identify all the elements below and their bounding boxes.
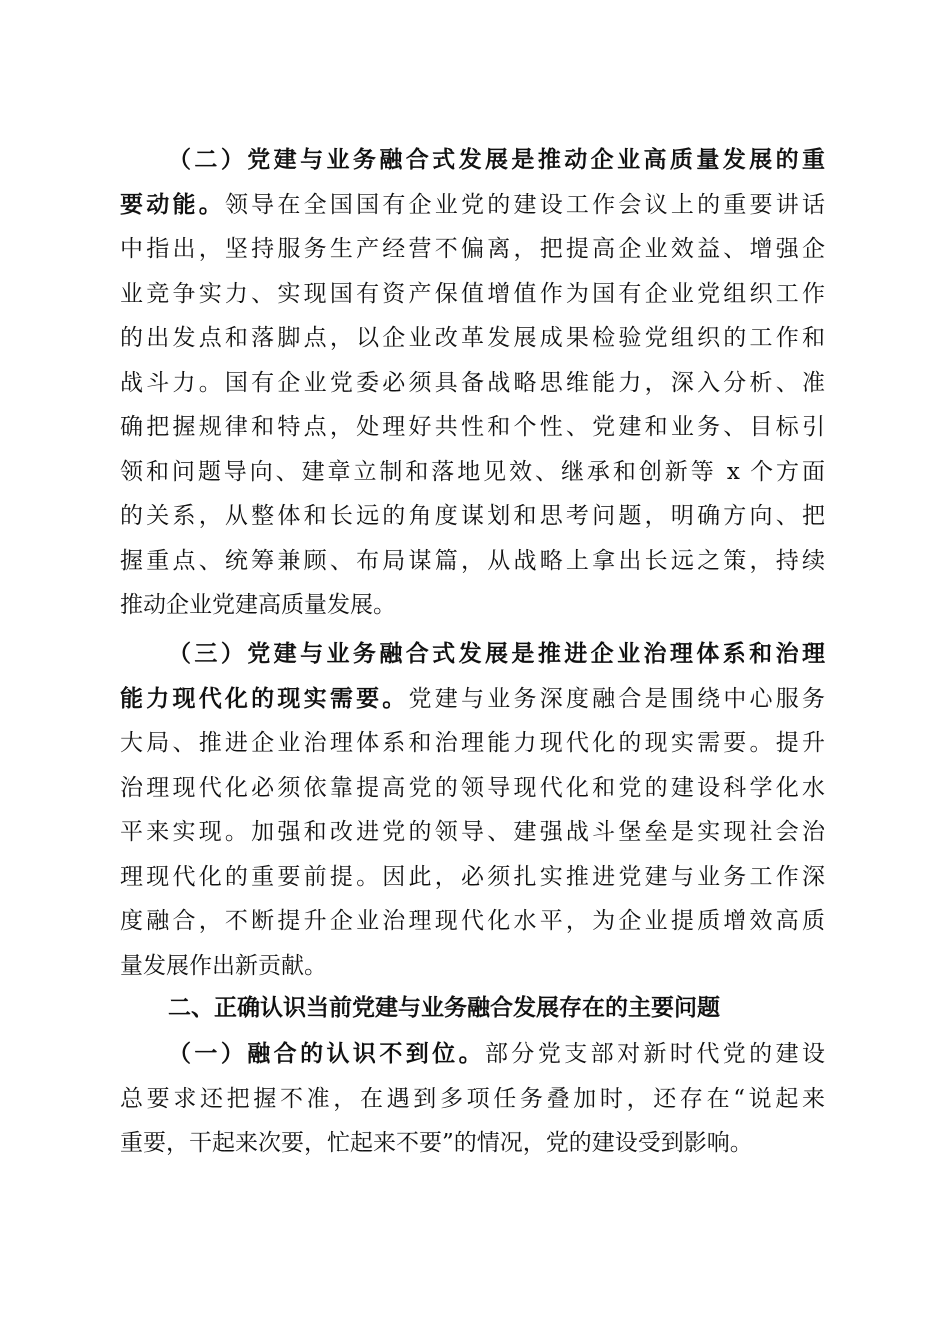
bold-lead-text: 要动能。 [120,190,225,218]
body-text: 的出发点和落脚点，以企业改革发展成果检验党组织的工作和 [120,325,825,351]
text-line [120,1121,825,1166]
body-text: 的关系，从整体和长远的角度谋划和思考问题，明确方向、把 [120,503,825,529]
body-text: 领导在全国国有企业党的建设工作会议上的重要讲话 [224,191,826,218]
text-line [120,1077,825,1122]
text-line [120,361,825,406]
body-text: 总要求还把握不准，在遇到多项任务叠加时，还存在“说起来 [120,1085,825,1112]
text-line [120,721,825,766]
body-text: 中指出，坚持服务生产经营不偏离，把提高企业效益、增强企 [120,236,825,262]
body-text: 党建与业务深度融合是围绕中心服务 [408,685,826,712]
text-line [120,405,825,450]
body-text: 推动企业党建高质量发展。 [120,592,396,618]
text-line [120,855,825,900]
body-text: 治理现代化必须依靠提高党的领导现代化和党的建设科学化水 [120,774,825,801]
text-line [120,316,825,361]
body-text: 部分党支部对新时代党的建设 [485,1041,826,1067]
paragraph-section-3 [120,632,825,988]
heading-text: 二、正确认识当前党建与业务融合发展存在的主要问题 [168,995,720,1021]
text-line [120,494,825,539]
bold-lead-text: （二）党建与业务融合式发展是推动企业高质量发展的重 [168,146,825,173]
body-text: 量发展作出新贡献。 [120,952,327,979]
section-heading-2 [120,986,825,1031]
text-line [120,677,825,722]
body-text: 平来实现。加强和改进党的领导、建强战斗堡垒是实现社会治 [120,819,825,845]
body-text: 理现代化的重要前提。因此，必须扎实推进党建与业务工作深 [120,863,825,890]
text-line [120,227,825,272]
text-line [120,539,825,584]
bold-lead-text: 能力现代化的现实需要。 [120,684,409,712]
body-text: 确把握规律和特点，处理好共性和个性、党建和业务、目标引 [120,414,825,440]
text-line [120,632,825,677]
bold-lead-text: （一）融合的认识不到位。 [168,1040,485,1067]
body-text: 领和问题导向、建章立制和落地见效、继承和创新等 x 个方面 [120,458,825,485]
text-line [120,810,825,855]
text-line [120,183,825,228]
body-text: 战斗力。国有企业党委必须具备战略思维能力，深入分析、准 [120,369,825,396]
text-line [120,138,825,183]
paragraph-section-2 [120,138,825,628]
body-text: 业竞争实力、实现国有资产保值增值作为国有企业党组织工作 [120,280,825,307]
body-text: 重要，干起来次要，忙起来不要”的情况，党的建设受到影响。 [120,1130,753,1156]
text-line [120,899,825,944]
text-line [120,1032,825,1077]
bold-lead-text: （三）党建与业务融合式发展是推进企业治理体系和治理 [168,640,825,667]
text-line [120,583,825,628]
body-text: 度融合，不断提升企业治理现代化水平，为企业提质增效高质 [120,908,825,934]
paragraph-item-1 [120,1032,825,1166]
text-line [120,450,825,495]
text-line [120,766,825,811]
text-line [120,272,825,317]
text-line [120,944,825,989]
body-text: 大局、推进企业治理体系和治理能力现代化的现实需要。提升 [120,730,825,756]
body-text: 握重点、统筹兼顾、布局谋篇，从战略上拿出长远之策，持续 [120,547,825,574]
